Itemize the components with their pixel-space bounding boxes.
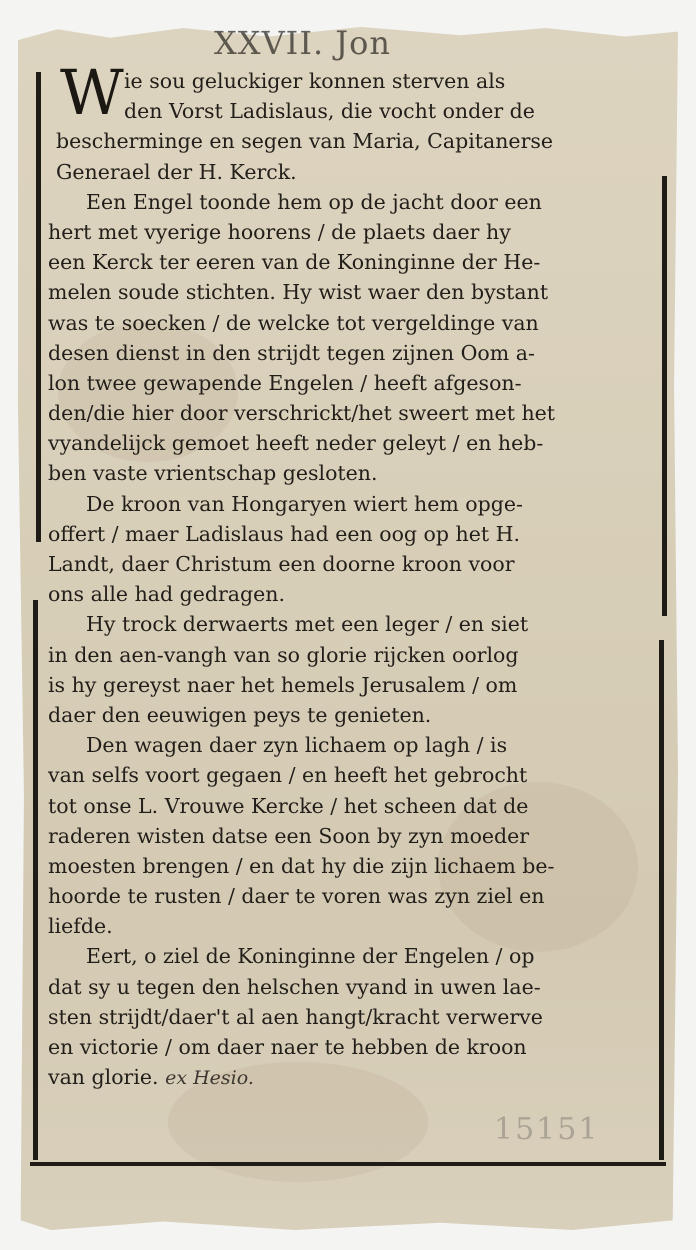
- drop-cap: W: [60, 56, 124, 129]
- text-line: in den aen-vangh van so glorie rijcken oorlog: [48, 642, 519, 667]
- text-line: [48, 1062, 660, 1092]
- page-heading: XXVII. Jon: [214, 24, 391, 62]
- text-line: Den wagen daer zyn lichaem op lagh / is: [86, 733, 508, 758]
- border-rule-bottom: [30, 1162, 666, 1166]
- text-line: lon twee gewapende Engelen / heeft afgeson-: [48, 370, 522, 395]
- text-line: desen dienst in den strijdt tegen zijnen Oom a-: [48, 340, 535, 365]
- text-line: en victorie / om daer naer te hebben de kroon: [48, 1035, 527, 1059]
- text-line: vyandelijck gemoet heeft neder geleyt / en heb-: [48, 431, 544, 456]
- text-line: liefde.: [48, 914, 113, 939]
- text-line: tot onse L. Vrouwe Kercke / het scheen dat de: [48, 793, 529, 818]
- text-body: [48, 56, 660, 1092]
- text-line: een Kerck ter eeren van de Koninginne der He-: [48, 250, 541, 275]
- text-line: raderen wisten datse een Soon by zyn moeder: [48, 823, 530, 848]
- text-line: De kroon van Hongaryen wiert hem opge-: [86, 491, 523, 516]
- paragraph-5: [48, 730, 660, 941]
- text-line: offert / maer Ladislaus had een oog op het H.: [48, 521, 521, 546]
- paragraph-3: [48, 489, 660, 610]
- border-rule-left: [33, 600, 38, 1160]
- text-line: hoorde te rusten / daer te voren was zyn ziel en: [48, 884, 545, 909]
- text-line: Landt, daer Christum een doorne kroon voor: [48, 552, 515, 576]
- text-line: sten strijdt/daer't al aen hangt/kracht verwerve: [48, 1004, 543, 1029]
- paragraph-1: [48, 56, 660, 187]
- text-line: dat sy u tegen den helschen vyand in uwen lae-: [48, 974, 541, 999]
- paragraph-4: [48, 609, 660, 730]
- paragraph-6: [48, 941, 660, 1092]
- text-line: Generael der H. Kerck.: [56, 159, 297, 184]
- text-line: ie sou geluckiger konnen sterven als: [124, 69, 506, 93]
- archive-stamp: 15151: [494, 1112, 600, 1147]
- text-line: was te soecken / de welcke tot vergeldinge van: [48, 310, 539, 335]
- text-line: daer den eeuwigen peys te genieten.: [48, 702, 432, 727]
- text-line: Een Engel toonde hem op de jacht door een: [86, 189, 542, 214]
- text-line-content: van glorie.: [48, 1065, 159, 1090]
- border-rule-right: [662, 176, 667, 616]
- text-line: ons alle had gedragen.: [48, 582, 286, 607]
- attribution: ex Hesio.: [165, 1067, 254, 1090]
- text-line: Eert, o ziel de Koninginne der Engelen / op: [86, 944, 535, 969]
- text-line: hert met vyerige hoorens / de plaets daer hy: [48, 219, 511, 244]
- paragraph-2: [48, 187, 660, 489]
- text-line: bescherminge en segen van Maria, Capitanerse: [56, 129, 554, 154]
- text-line: den Vorst Ladislaus, die vocht onder de: [124, 99, 535, 124]
- text-line: den/die hier door verschrickt/het sweert met het: [48, 401, 556, 426]
- text-line: ben vaste vrientschap gesloten.: [48, 461, 378, 486]
- text-line: moesten brengen / en dat hy die zijn lichaem be-: [48, 853, 555, 878]
- text-line: is hy gereyst naer het hemels Jerusalem / om: [48, 672, 518, 697]
- text-line: melen soude stichten. Hy wist waer den bystant: [48, 280, 549, 305]
- border-rule-left: [36, 72, 41, 542]
- text-line: Hy trock derwaerts met een leger / en siet: [86, 612, 529, 637]
- text-line: van selfs voort gegaen / en heeft het gebrocht: [48, 763, 528, 788]
